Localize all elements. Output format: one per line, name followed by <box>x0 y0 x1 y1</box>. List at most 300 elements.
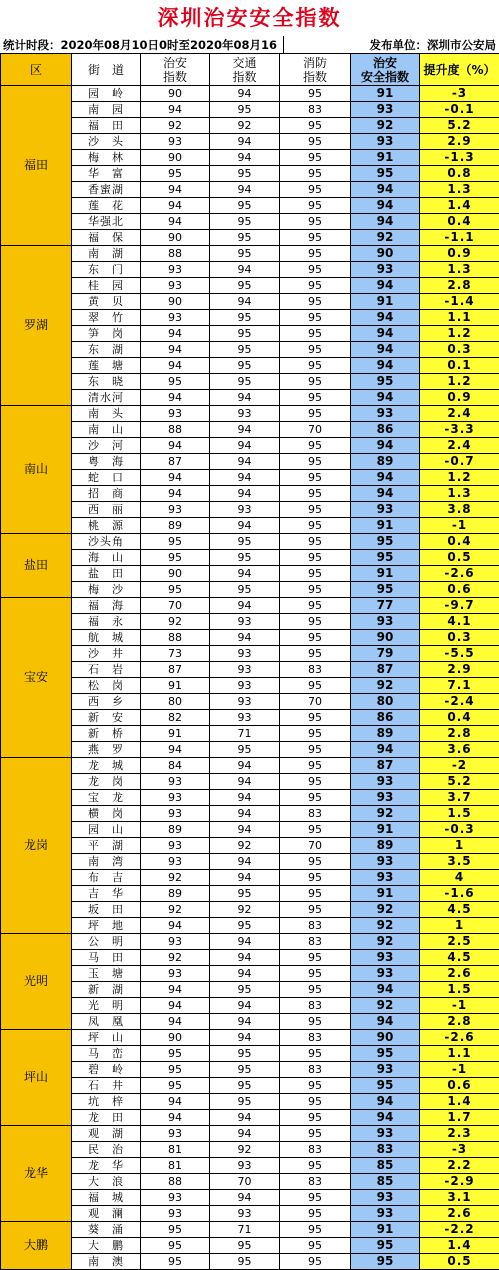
traffic-index: 94 <box>210 1014 280 1030</box>
rise-percent: 1.3 <box>420 262 499 278</box>
traffic-index: 93 <box>210 502 280 518</box>
table-row <box>1 454 499 470</box>
fire-index: 95 <box>280 342 351 358</box>
safety-index: 94 <box>351 742 420 758</box>
traffic-index: 95 <box>210 326 280 342</box>
safety-index: 89 <box>351 726 420 742</box>
street-name: 燕 罗 <box>72 742 141 758</box>
fire-index: 83 <box>280 806 351 822</box>
rise-percent: 1.4 <box>420 1094 499 1110</box>
public-order-index: 93 <box>141 966 210 982</box>
safety-index: 92 <box>351 902 420 918</box>
street-name: 招 商 <box>72 486 141 502</box>
traffic-index: 94 <box>210 438 280 454</box>
safety-index: 94 <box>351 326 420 342</box>
table-row <box>1 774 499 790</box>
table-row <box>1 662 499 678</box>
public-order-index: 80 <box>141 694 210 710</box>
street-name: 福 保 <box>72 230 141 246</box>
safety-index: 93 <box>351 790 420 806</box>
street-name: 翠 竹 <box>72 310 141 326</box>
public-order-index: 94 <box>141 1014 210 1030</box>
rise-percent: 0.9 <box>420 246 499 262</box>
table-row <box>1 646 499 662</box>
safety-index: 91 <box>351 150 420 166</box>
rise-percent: -3 <box>420 1142 499 1158</box>
table-row <box>1 870 499 886</box>
traffic-index: 95 <box>210 582 280 598</box>
traffic-index: 94 <box>210 518 280 534</box>
table-row <box>1 822 499 838</box>
street-name: 观 澜 <box>72 1206 141 1222</box>
fire-index: 95 <box>280 566 351 582</box>
public-order-index: 91 <box>141 678 210 694</box>
public-order-index: 94 <box>141 918 210 934</box>
fire-index: 95 <box>280 438 351 454</box>
street-name: 坂 田 <box>72 902 141 918</box>
rise-percent: 5.2 <box>420 118 499 134</box>
fire-index: 83 <box>280 1062 351 1078</box>
street-name: 华 富 <box>72 166 141 182</box>
street-name: 新 桥 <box>72 726 141 742</box>
street-name: 沙头角 <box>72 534 141 550</box>
table-row <box>1 614 499 630</box>
safety-index: 93 <box>351 502 420 518</box>
public-order-index: 88 <box>141 246 210 262</box>
fire-index: 95 <box>280 182 351 198</box>
safety-index: 91 <box>351 294 420 310</box>
rise-percent: 1 <box>420 918 499 934</box>
street-name: 平 湖 <box>72 838 141 854</box>
safety-index: 93 <box>351 406 420 422</box>
safety-index: 95 <box>351 1046 420 1062</box>
table-row <box>1 694 499 710</box>
public-order-index: 84 <box>141 758 210 774</box>
safety-index: 79 <box>351 646 420 662</box>
table-row <box>1 230 499 246</box>
safety-index: 93 <box>351 774 420 790</box>
public-order-index: 93 <box>141 774 210 790</box>
rise-percent: 0.4 <box>420 214 499 230</box>
traffic-index: 94 <box>210 470 280 486</box>
table-row <box>1 294 499 310</box>
fire-index: 95 <box>280 1094 351 1110</box>
rise-percent: 2.9 <box>420 134 499 150</box>
table-row <box>1 198 499 214</box>
street-name: 梅 沙 <box>72 582 141 598</box>
rise-percent: 2.4 <box>420 438 499 454</box>
safety-index: 91 <box>351 86 420 102</box>
fire-index: 95 <box>280 710 351 726</box>
safety-index: 92 <box>351 918 420 934</box>
table-row <box>1 326 499 342</box>
safety-index: 90 <box>351 246 420 262</box>
rise-percent: -2.9 <box>420 1174 499 1190</box>
public-order-index: 94 <box>141 1110 210 1126</box>
district-name: 盐田 <box>1 534 72 598</box>
street-name: 龙 岗 <box>72 774 141 790</box>
district-name: 宝安 <box>1 598 72 758</box>
safety-index: 93 <box>351 134 420 150</box>
rise-percent: -2.6 <box>420 566 499 582</box>
traffic-index: 94 <box>210 1110 280 1126</box>
safety-index: 94 <box>351 358 420 374</box>
public-order-index: 93 <box>141 1206 210 1222</box>
street-name: 清水河 <box>72 390 141 406</box>
rise-percent: 1.4 <box>420 198 499 214</box>
safety-index: 92 <box>351 118 420 134</box>
rise-percent: 2.6 <box>420 1206 499 1222</box>
fire-index: 83 <box>280 998 351 1014</box>
public-order-index: 94 <box>141 998 210 1014</box>
public-order-index: 93 <box>141 1190 210 1206</box>
traffic-index: 94 <box>210 150 280 166</box>
street-name: 南 园 <box>72 102 141 118</box>
public-order-index: 88 <box>141 422 210 438</box>
fire-index: 95 <box>280 502 351 518</box>
safety-index: 91 <box>351 822 420 838</box>
table-row <box>1 982 499 998</box>
district-name: 福田 <box>1 86 72 246</box>
safety-index: 95 <box>351 166 420 182</box>
rise-percent: 5.2 <box>420 774 499 790</box>
table-row <box>1 486 499 502</box>
fire-index: 95 <box>280 310 351 326</box>
street-name: 东 湖 <box>72 342 141 358</box>
table-row <box>1 566 499 582</box>
rise-percent: 0.6 <box>420 582 499 598</box>
safety-index: 90 <box>351 1030 420 1046</box>
traffic-index: 95 <box>210 1254 280 1270</box>
rise-percent: 1.2 <box>420 374 499 390</box>
public-order-index: 93 <box>141 134 210 150</box>
traffic-index: 93 <box>210 406 280 422</box>
public-order-index: 92 <box>141 950 210 966</box>
traffic-index: 95 <box>210 342 280 358</box>
rise-percent: 3.6 <box>420 742 499 758</box>
street-name: 黄 贝 <box>72 294 141 310</box>
street-name: 园 山 <box>72 822 141 838</box>
public-order-index: 93 <box>141 406 210 422</box>
fire-index: 95 <box>280 374 351 390</box>
public-order-index: 87 <box>141 662 210 678</box>
street-name: 园 岭 <box>72 86 141 102</box>
rise-percent: 1.3 <box>420 182 499 198</box>
rise-percent: -1 <box>420 518 499 534</box>
table-row <box>1 966 499 982</box>
traffic-index: 95 <box>210 886 280 902</box>
traffic-index: 94 <box>210 950 280 966</box>
table-row <box>1 1254 499 1270</box>
table-row <box>1 102 499 118</box>
traffic-index: 95 <box>210 1046 280 1062</box>
table-row <box>1 1094 499 1110</box>
public-order-index: 95 <box>141 1254 210 1270</box>
rise-percent: -2 <box>420 758 499 774</box>
safety-index: 92 <box>351 998 420 1014</box>
street-name: 龙 城 <box>72 758 141 774</box>
traffic-index: 95 <box>210 166 280 182</box>
safety-index: 92 <box>351 678 420 694</box>
traffic-index: 92 <box>210 1142 280 1158</box>
safety-index: 90 <box>351 630 420 646</box>
safety-index: 83 <box>351 1142 420 1158</box>
fire-index: 95 <box>280 678 351 694</box>
table-row <box>1 214 499 230</box>
table-row <box>1 182 499 198</box>
public-order-index: 94 <box>141 486 210 502</box>
fire-index: 95 <box>280 1238 351 1254</box>
public-order-index: 93 <box>141 310 210 326</box>
public-order-index: 88 <box>141 630 210 646</box>
street-name: 南 湖 <box>72 246 141 262</box>
safety-index: 94 <box>351 278 420 294</box>
district-name: 坪山 <box>1 1030 72 1126</box>
table-row <box>1 118 499 134</box>
street-name: 石 岩 <box>72 662 141 678</box>
rise-percent: -1.3 <box>420 150 499 166</box>
safety-index: 94 <box>351 1094 420 1110</box>
rise-percent: 0.3 <box>420 630 499 646</box>
safety-index: 89 <box>351 838 420 854</box>
traffic-index: 95 <box>210 374 280 390</box>
street-name: 南 头 <box>72 406 141 422</box>
safety-index: 89 <box>351 454 420 470</box>
traffic-index: 95 <box>210 198 280 214</box>
table-row <box>1 1222 499 1238</box>
traffic-index: 94 <box>210 934 280 950</box>
fire-index: 95 <box>280 150 351 166</box>
traffic-index: 94 <box>210 790 280 806</box>
rise-percent: 1.4 <box>420 1238 499 1254</box>
rise-percent: 1 <box>420 838 499 854</box>
rise-percent: 1.3 <box>420 486 499 502</box>
rise-percent: 1.2 <box>420 326 499 342</box>
traffic-index: 95 <box>210 102 280 118</box>
table-row <box>1 374 499 390</box>
traffic-index: 94 <box>210 758 280 774</box>
col-header-street: 街 道 <box>72 54 141 86</box>
table-row <box>1 166 499 182</box>
fire-index: 95 <box>280 982 351 998</box>
traffic-index: 95 <box>210 278 280 294</box>
public-order-index: 92 <box>141 118 210 134</box>
street-name: 福 田 <box>72 118 141 134</box>
safety-index: 86 <box>351 710 420 726</box>
safety-index: 93 <box>351 966 420 982</box>
public-order-index: 95 <box>141 1222 210 1238</box>
safety-index: 93 <box>351 1062 420 1078</box>
traffic-index: 94 <box>210 86 280 102</box>
rise-percent: -0.7 <box>420 454 499 470</box>
street-name: 马 峦 <box>72 1046 141 1062</box>
traffic-index: 95 <box>210 358 280 374</box>
public-order-index: 94 <box>141 342 210 358</box>
street-name: 桂 园 <box>72 278 141 294</box>
table-row <box>1 502 499 518</box>
rise-percent: 0.9 <box>420 390 499 406</box>
fire-index: 95 <box>280 614 351 630</box>
street-name: 航 城 <box>72 630 141 646</box>
public-order-index: 70 <box>141 598 210 614</box>
public-order-index: 93 <box>141 790 210 806</box>
fire-index: 95 <box>280 134 351 150</box>
rise-percent: -0.1 <box>420 102 499 118</box>
safety-index: 94 <box>351 342 420 358</box>
fire-index: 95 <box>280 166 351 182</box>
table-row <box>1 342 499 358</box>
table-row <box>1 1126 499 1142</box>
street-name: 玉 塘 <box>72 966 141 982</box>
table-row <box>1 1030 499 1046</box>
table-row <box>1 726 499 742</box>
fire-index: 95 <box>280 198 351 214</box>
street-name: 香蜜湖 <box>72 182 141 198</box>
traffic-index: 93 <box>210 1206 280 1222</box>
traffic-index: 94 <box>210 1126 280 1142</box>
rise-percent: 0.3 <box>420 342 499 358</box>
traffic-index: 93 <box>210 694 280 710</box>
table-row <box>1 150 499 166</box>
public-order-index: 93 <box>141 1126 210 1142</box>
table-row <box>1 710 499 726</box>
table-row <box>1 790 499 806</box>
rise-percent: 0.6 <box>420 1078 499 1094</box>
street-name: 华强北 <box>72 214 141 230</box>
fire-index: 95 <box>280 214 351 230</box>
fire-index: 83 <box>280 1142 351 1158</box>
fire-index: 95 <box>280 1046 351 1062</box>
public-order-index: 94 <box>141 982 210 998</box>
public-order-index: 95 <box>141 166 210 182</box>
rise-percent: -3 <box>420 86 499 102</box>
col-header-traffic: 交通 指数 <box>210 54 280 86</box>
fire-index: 95 <box>280 950 351 966</box>
fire-index: 83 <box>280 102 351 118</box>
table-row <box>1 534 499 550</box>
street-name: 坑 梓 <box>72 1094 141 1110</box>
public-order-index: 93 <box>141 278 210 294</box>
traffic-index: 94 <box>210 182 280 198</box>
table-row <box>1 998 499 1014</box>
safety-index: 94 <box>351 198 420 214</box>
rise-percent: 1.2 <box>420 470 499 486</box>
table-row <box>1 390 499 406</box>
public-order-index: 95 <box>141 374 210 390</box>
fire-index: 95 <box>280 454 351 470</box>
public-order-index: 94 <box>141 390 210 406</box>
rise-percent: 2.3 <box>420 1126 499 1142</box>
street-name: 吉 华 <box>72 886 141 902</box>
safety-index: 95 <box>351 534 420 550</box>
fire-index: 95 <box>280 534 351 550</box>
fire-index: 95 <box>280 1190 351 1206</box>
rise-percent: 3.1 <box>420 1190 499 1206</box>
statistics-period: 统计时段：2020年08月10日0时至2020年08月16 <box>3 37 277 53</box>
traffic-index: 95 <box>210 534 280 550</box>
info-bar <box>0 36 499 53</box>
table-row <box>1 582 499 598</box>
street-name: 福 城 <box>72 1190 141 1206</box>
fire-index: 83 <box>280 662 351 678</box>
table-row <box>1 758 499 774</box>
fire-index: 95 <box>280 358 351 374</box>
public-order-index: 94 <box>141 358 210 374</box>
rise-percent: 1.1 <box>420 1046 499 1062</box>
street-name: 蛇 口 <box>72 470 141 486</box>
fire-index: 95 <box>280 1078 351 1094</box>
traffic-index: 94 <box>210 806 280 822</box>
rise-percent: -1.1 <box>420 230 499 246</box>
street-name: 桃 源 <box>72 518 141 534</box>
public-order-index: 93 <box>141 838 210 854</box>
street-name: 横 岗 <box>72 806 141 822</box>
safety-index: 94 <box>351 214 420 230</box>
fire-index: 95 <box>280 966 351 982</box>
public-order-index: 81 <box>141 1142 210 1158</box>
page-title: 深圳治安安全指数 <box>0 0 499 36</box>
rise-percent: 7.1 <box>420 678 499 694</box>
street-name: 福 永 <box>72 614 141 630</box>
rise-percent: 2.8 <box>420 1014 499 1030</box>
fire-index: 95 <box>280 1110 351 1126</box>
fire-index: 95 <box>280 598 351 614</box>
table-row <box>1 838 499 854</box>
traffic-index: 71 <box>210 726 280 742</box>
fire-index: 95 <box>280 790 351 806</box>
rise-percent: 4.5 <box>420 902 499 918</box>
table-row <box>1 262 499 278</box>
fire-index: 83 <box>280 1030 351 1046</box>
safety-index: 91 <box>351 886 420 902</box>
table-row <box>1 1174 499 1190</box>
table-row <box>1 1110 499 1126</box>
street-name: 福 海 <box>72 598 141 614</box>
street-name: 凤 凰 <box>72 1014 141 1030</box>
fire-index: 83 <box>280 1174 351 1190</box>
table-row <box>1 1238 499 1254</box>
street-name: 笋 岗 <box>72 326 141 342</box>
traffic-index: 95 <box>210 214 280 230</box>
safety-index: 95 <box>351 1254 420 1270</box>
street-name: 马 田 <box>72 950 141 966</box>
safety-index: 95 <box>351 582 420 598</box>
col-header-safety-index: 治安 安全指数 <box>351 54 420 86</box>
rise-percent: -2.2 <box>420 1222 499 1238</box>
traffic-index: 92 <box>210 838 280 854</box>
safety-index: 77 <box>351 598 420 614</box>
rise-percent: 1.1 <box>420 310 499 326</box>
fire-index: 95 <box>280 742 351 758</box>
safety-index: 80 <box>351 694 420 710</box>
rise-percent: 4 <box>420 870 499 886</box>
fire-index: 95 <box>280 774 351 790</box>
traffic-index: 95 <box>210 1238 280 1254</box>
table-row <box>1 1206 499 1222</box>
table-row <box>1 1158 499 1174</box>
safety-index: 86 <box>351 422 420 438</box>
safety-index: 87 <box>351 758 420 774</box>
street-name: 西 丽 <box>72 502 141 518</box>
publisher: 发布单位：深圳市公安局 <box>370 37 497 53</box>
traffic-index: 95 <box>210 310 280 326</box>
fire-index: 95 <box>280 902 351 918</box>
street-name: 大 浪 <box>72 1174 141 1190</box>
safety-index: 95 <box>351 374 420 390</box>
fire-index: 95 <box>280 758 351 774</box>
public-order-index: 95 <box>141 582 210 598</box>
table-row <box>1 950 499 966</box>
